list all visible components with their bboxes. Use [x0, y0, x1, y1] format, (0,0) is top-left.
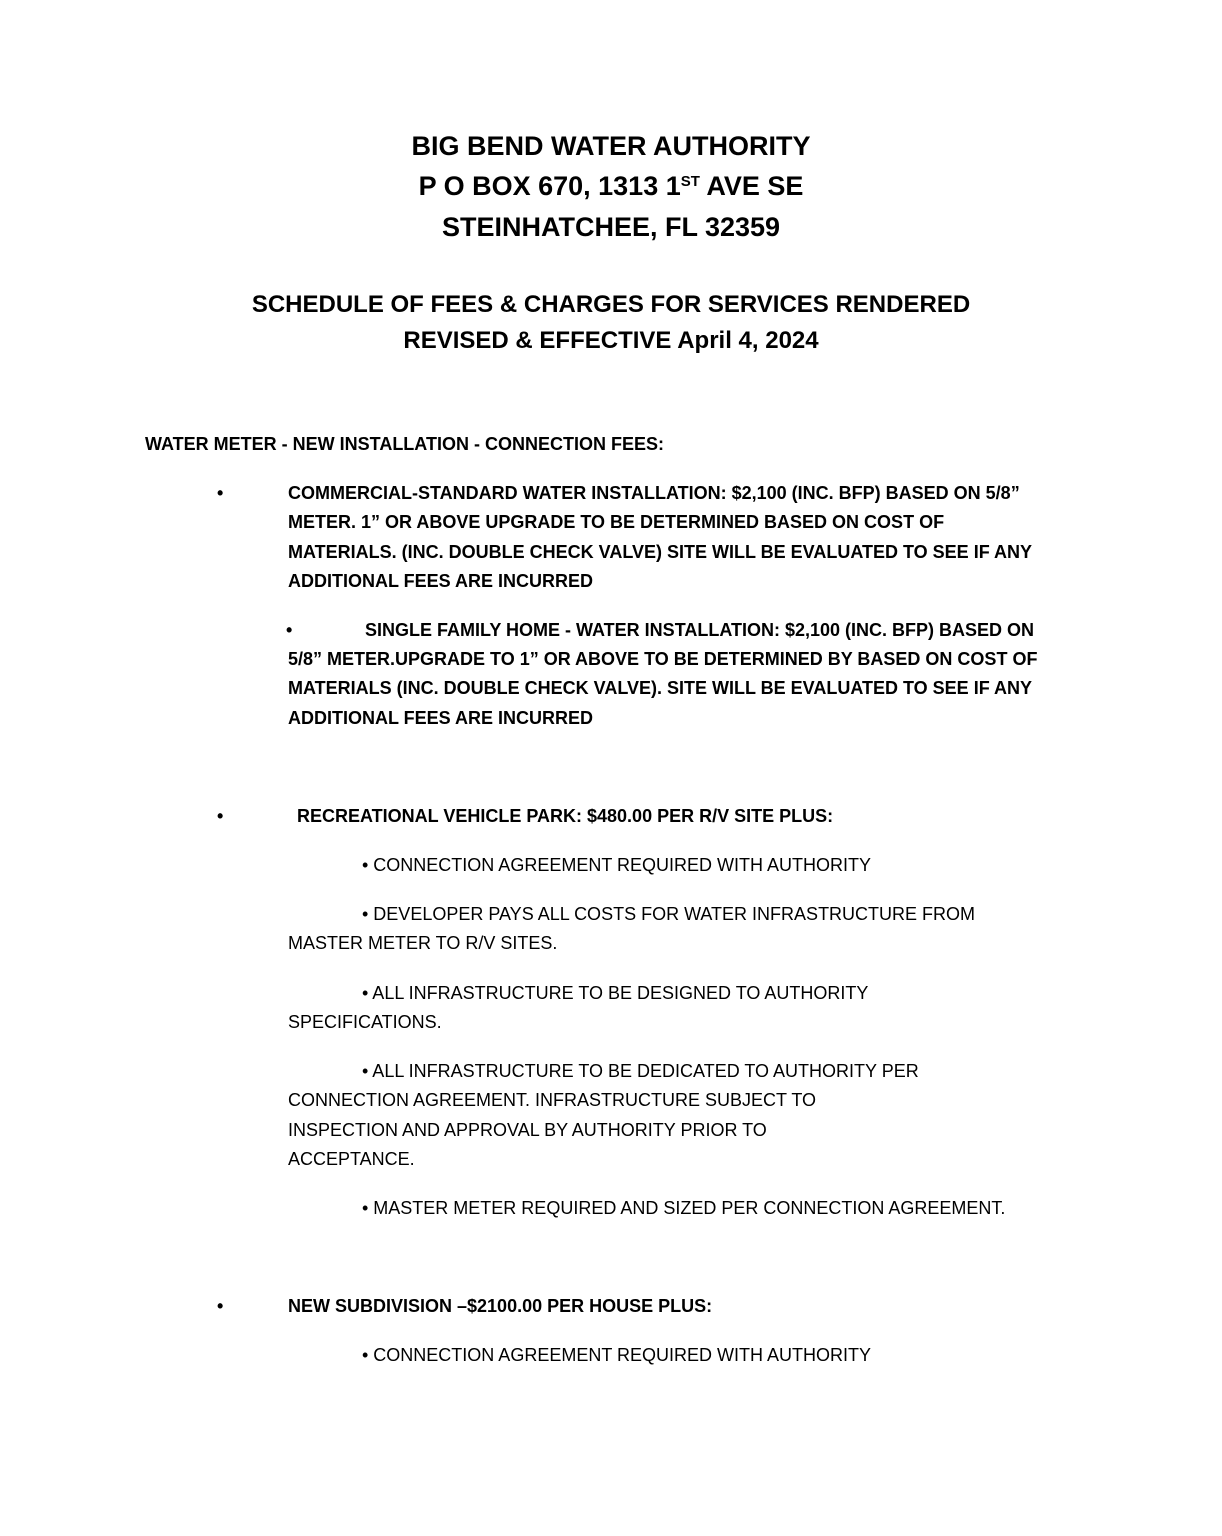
org-name: BIG BEND WATER AUTHORITY — [411, 131, 811, 161]
single-family-first-line: SINGLE FAMILY HOME - WATER INSTALLATION: $2,100 (INC. BFP) BASED ON — [365, 620, 1035, 640]
single-family-installation-item — [288, 645, 1037, 733]
rv-item-connection-agreement — [288, 851, 871, 880]
rv-park-heading: RECREATIONAL VEHICLE PARK: $480.00 PER R/V SITE PLUS: — [297, 806, 834, 826]
commercial-line: COMMERCIAL-STANDARD WATER INSTALLATION: $2,100 (INC. BFP) BASED ON 5/8” — [288, 483, 1020, 503]
rv-item-dedicated-infrastructure — [288, 1057, 919, 1174]
rv-item-line: INSPECTION AND APPROVAL BY AUTHORITY PRIOR TO — [288, 1119, 767, 1140]
rv-item-master-meter — [288, 1194, 1005, 1223]
bullet-subdivision: • — [217, 1296, 224, 1316]
document-title: SCHEDULE OF FEES & CHARGES FOR SERVICES RENDERED — [251, 291, 971, 318]
commercial-line: ADDITIONAL FEES ARE INCURRED — [288, 570, 594, 591]
address-line — [0, 166, 1222, 206]
single-family-line: MATERIALS (INC. DOUBLE CHECK VALVE). SITE WILL BE EVALUATED TO SEE IF ANY — [288, 678, 1033, 699]
rv-item-line: • ALL INFRASTRUCTURE TO BE DESIGNED TO AUTHORITY — [362, 983, 869, 1003]
rv-item-line: CONNECTION AGREEMENT. INFRASTRUCTURE SUBJECT TO — [288, 1090, 817, 1111]
single-family-line: 5/8” METER.UPGRADE TO 1” OR ABOVE TO BE DETERMINED BY BASED ON COST OF — [288, 649, 1038, 669]
bullet-rv-park: • — [217, 806, 224, 826]
single-family-line: ADDITIONAL FEES ARE INCURRED — [288, 707, 594, 728]
rv-item-designed-to-spec — [288, 979, 868, 1038]
rv-item-line: ACCEPTANCE. — [288, 1148, 415, 1169]
city-line: STEINHATCHEE, FL 32359 — [441, 212, 781, 242]
bullet-commercial: • — [217, 483, 224, 503]
rv-item-line: MASTER METER TO R/V SITES. — [288, 933, 558, 954]
subdivision-item-line: • CONNECTION AGREEMENT REQUIRED WITH AUTHORITY — [362, 1345, 872, 1365]
document-effective-date: REVISED & EFFECTIVE April 4, 2024 — [403, 327, 819, 354]
address-part-a: P O BOX 670, 1313 1 — [418, 171, 681, 201]
rv-item-line: • DEVELOPER PAYS ALL COSTS FOR WATER INFRASTRUCTURE FROM — [362, 904, 976, 924]
commercial-line: MATERIALS. (INC. DOUBLE CHECK VALVE) SITE WILL BE EVALUATED TO SEE IF ANY — [288, 541, 1033, 562]
rv-item-line: SPECIFICATIONS. — [288, 1012, 442, 1033]
section-heading: WATER METER - NEW INSTALLATION - CONNECTION FEES: — [145, 434, 664, 454]
address-part-b: AVE SE — [699, 171, 804, 201]
subdivision-heading: NEW SUBDIVISION –$2100.00 PER HOUSE PLUS: — [288, 1296, 713, 1316]
commercial-installation-item — [288, 479, 1032, 596]
subdivision-item-connection-agreement — [288, 1341, 871, 1370]
rv-item-developer-pays — [288, 900, 975, 959]
rv-item-line: • CONNECTION AGREEMENT REQUIRED WITH AUTHORITY — [362, 855, 872, 875]
rv-item-line: • MASTER METER REQUIRED AND SIZED PER CONNECTION AGREEMENT. — [362, 1198, 1006, 1218]
commercial-line: METER. 1” OR ABOVE UPGRADE TO BE DETERMINED BASED ON COST OF — [288, 512, 945, 533]
rv-item-line: • ALL INFRASTRUCTURE TO BE DEDICATED TO AUTHORITY PER — [362, 1061, 919, 1081]
bullet-single-family: • — [286, 620, 293, 640]
address-superscript: ST — [680, 173, 700, 190]
